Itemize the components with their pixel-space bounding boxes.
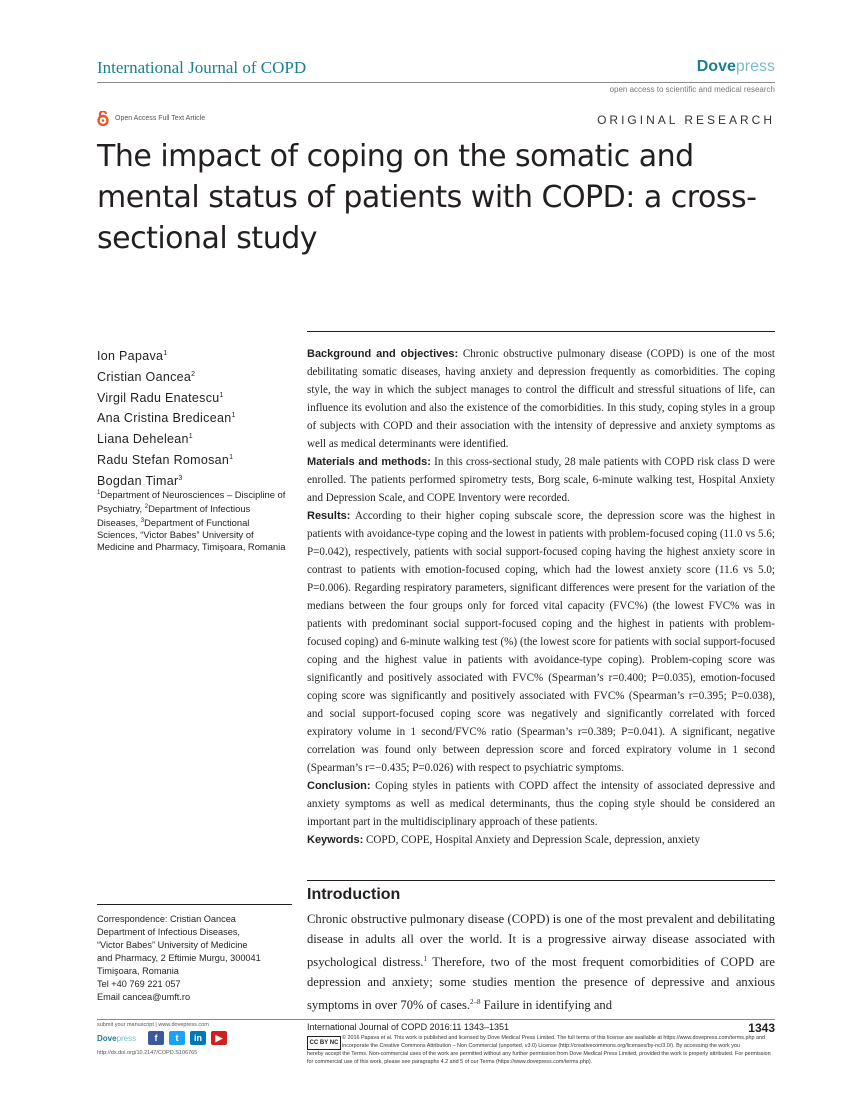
author: Bogdan Timar$^3$ xyxy=(97,473,183,488)
header-divider xyxy=(97,82,775,83)
correspondence: Correspondence: Cristian Oancea Department of Infectious Diseases, “Victor Babes” University of Medicine and Pharmacy, 2 Eftimie Murgu, 300041 Timişoara, Romania Tel +40 769 221 057 Email cancea@umft.ro xyxy=(97,913,292,1004)
license-text-continued: hereby accept the Terms. Non-commercial uses of the work are permitted without any further permission from Dove Medical Press Limited, provided the work is properly attributed. For permission for commercial use of this work, please see paragraphs 4.2 and 5 of our Terms (https://www.dovepress.com/terms.php). xyxy=(307,1051,771,1065)
introduction-heading: Introduction xyxy=(307,886,401,903)
author-list xyxy=(97,345,236,490)
correspondence-divider xyxy=(97,904,292,905)
journal-name: International Journal of COPD xyxy=(97,58,307,77)
introduction-divider xyxy=(307,880,775,881)
open-access-badge xyxy=(97,111,205,126)
linkedin-icon[interactable]: in xyxy=(190,1031,206,1045)
abstract-conclusion: Conclusion: Coping styles in patients with COPD affect the intensity of associated depressive and anxiety symptoms as well as medical determinants, thus the coping style should be considered an important part in the multidisciplinary approach of these patients. xyxy=(307,780,775,828)
doi-link[interactable]: http://dx.doi.org/10.2147/COPD.S106765 xyxy=(97,1050,198,1056)
author: Virgil Radu Enatescu$^1$ xyxy=(97,390,224,405)
article-type: ORIGINAL RESEARCH xyxy=(597,113,775,127)
publisher-name-accent: press xyxy=(735,58,775,75)
submit-link[interactable]: submit your manuscript | www.dovepress.com xyxy=(97,1022,209,1028)
abstract-divider xyxy=(307,331,775,332)
page-number: 1343 xyxy=(748,1021,775,1035)
affiliations: $^1$Department of Neurosciences – Discipline of Psychiatry, $^2$Department of Infectious Diseases, $^3$Department of Functional Sciences, “Victor Babes” University of Medicine and Pharmacy, Timişoara, Romania xyxy=(97,489,286,553)
citation-ref[interactable]: 1 xyxy=(423,955,427,963)
abstract-background: Background and objectives: Chronic obstructive pulmonary disease (COPD) is one of the most debilitating somatic diseases, having anxiety and depression frequently as comorbidities. The coping style, the way in which the subject manages to control the difficult and stressful situations of life, can influence its evolution and also the existence of the comorbidities. In this study, coping styles in a group of subjects with COPD and their association with the intensity of depressive and anxiety symptoms as well as medical determinants were identified. xyxy=(307,348,775,450)
introduction-text: Chronic obstructive pulmonary disease (COPD) is one of the most prevalent and debilitating disease in adults all over the world. It is a progressive airway disease associated with psychological distress.$^1$ Therefore, two of the most frequent comorbidities of COPD are depression and anxiety; some studies mention the presence of depressive and anxious symptoms in over 70% of cases.$^{2-8}$ Failure in identifying and xyxy=(307,912,775,1013)
abstract-results: Results: According to their higher coping subscale score, the depression score was the highest in patients with avoidance-type coping and the lowest in patients with problem-focused coping (11.0 vs 5.6; P=0.042), respectively, patients with social support-focused coping having the highest anxiety score in contrast to patients with emotion-focused coping, which had the lowest anxiety score (11.6 vs 5.0; P=0.006). Regarding respiratory parameters, significant differences were present for the variation of the medians between the four groups only for forced vital capacity (FVC%) (the lowest FVC% was in patients with predominant social support-focused coping and the highest in patients with problem-focused coping) and 6-minute walking test (%) (the lowest score for patients with social support-focused coping and the highest value in patients with avoidance-type coping). Problem-coping score was significantly and positively associated with FVC% (Spearman’s r=0.400; P=0.035), emotion-focused coping score was significantly and positively associated with FVC% (Spearman’s r=0.395; P=0.038), and social support-focused coping score was negatively and significantly correlated with forced expiratory volume in 1 second/FVC% ratio (Spearman’s r=0.389; P=0.041). A significant, negative correlation was found only between depression score and forced expiratory volume in 1 second (Spearman’s r=−0.435; P=0.026) with respect to psychiatric symptoms. xyxy=(307,510,775,774)
open-access-lock-icon xyxy=(97,111,109,126)
abstract xyxy=(307,345,775,849)
footer-publisher-logo[interactable]: Dovepress xyxy=(97,1034,137,1043)
publisher-tagline: open access to scientific and medical research xyxy=(609,85,775,94)
author: Ion Papava$^1$ xyxy=(97,349,168,364)
footer-divider xyxy=(97,1019,775,1020)
publisher-logo[interactable] xyxy=(697,58,775,76)
author: Radu Stefan Romosan$^1$ xyxy=(97,452,234,467)
facebook-icon[interactable]: f xyxy=(148,1031,164,1045)
abstract-methods: Materials and methods: In this cross-sectional study, 28 male patients with COPD risk class D were enrolled. The patients performed spirometry tests, Borg scale, 6-minute walking test, Hospital Anxiety and Depression Scale, and COPE Inventory were recorded. xyxy=(307,456,775,504)
citation-ref[interactable]: 2–8 xyxy=(470,998,481,1007)
publisher-name-main: Dove xyxy=(696,58,736,75)
creative-commons-icon[interactable]: CC BY NC xyxy=(307,1036,341,1050)
license-text: © 2016 Papava et al. This work is published and licensed by Dove Medical Press Limited. The full terms of this license are available at https://www.dovepress.com/terms.php and incorporate the Creative Commons Attribution – Non Commercial (unported, v3.0) License (http://creativecommons.org/licenses/by-nc/3.0/). By accessing the work you xyxy=(342,1035,765,1049)
correspondence-email[interactable]: Email cancea@umft.ro xyxy=(97,992,191,1002)
open-access-label: Open Access Full Text Article xyxy=(115,115,206,122)
twitter-icon[interactable]: t xyxy=(169,1031,185,1045)
social-links xyxy=(148,1031,227,1045)
journal-citation: International Journal of COPD 2016:11 1343–1351 xyxy=(307,1022,509,1032)
abstract-keywords: Keywords: COPD, COPE, Hospital Anxiety and Depression Scale, depression, anxiety xyxy=(307,834,701,846)
author: Ana Cristina Bredicean$^1$ xyxy=(97,411,236,426)
author: Cristian Oancea$^2$ xyxy=(97,369,196,384)
youtube-icon[interactable]: ▶ xyxy=(211,1031,227,1045)
article-title: The impact of coping on the somatic and mental status of patients with COPD: a cross-sectional study xyxy=(97,139,757,256)
author: Liana Dehelean$^1$ xyxy=(97,432,193,447)
